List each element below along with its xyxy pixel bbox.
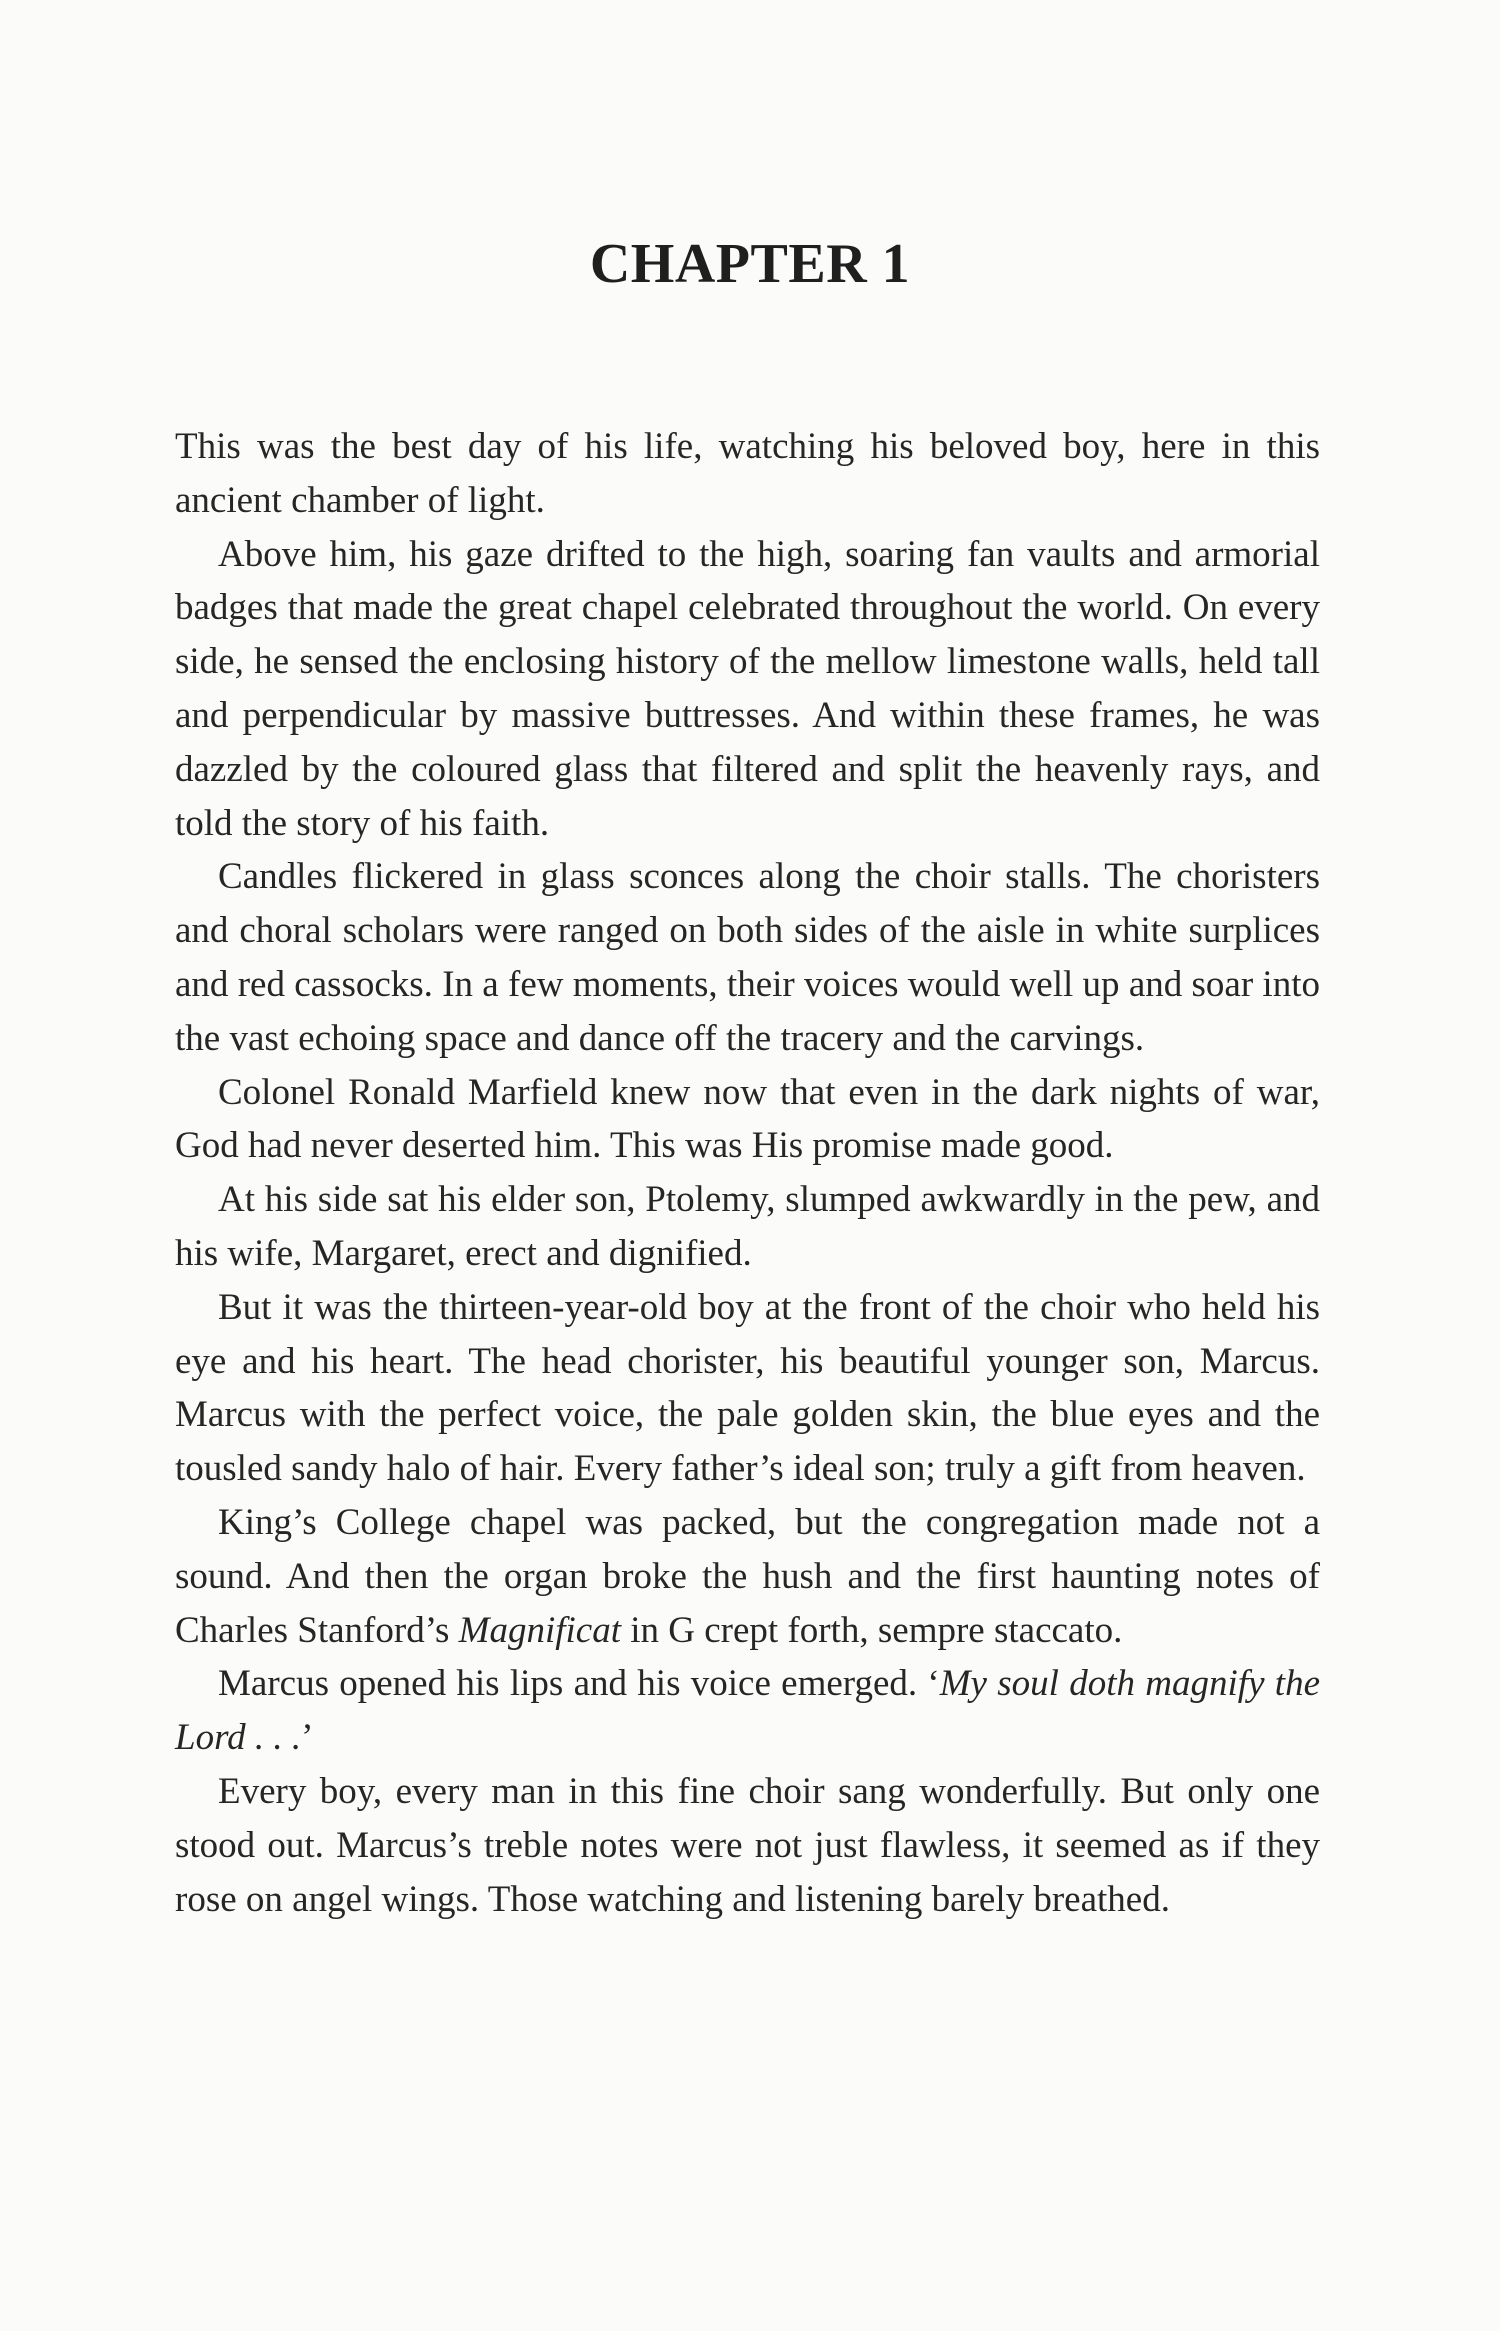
paragraph-text: King’s College chapel was packed, but the congregation made not a sound. And then the organ broke the hush and the first haunting notes of	[175, 1501, 1320, 1597]
sung-lyric: My soul doth magnify the Lord . . .	[175, 1663, 1320, 1759]
paragraph: This was the best day of his life, watching his beloved boy, here in this ancient chamber of light.	[175, 426, 1320, 521]
paragraph: Every boy, every man in this fine choir sang wonderfully. But only one stood out. Marcus’s treble notes were not just flawless, it seemed as if they rose on angel wings. Those watching and listening barely breathed.	[175, 1770, 1320, 1920]
chapter-title: CHAPTER 1	[589, 233, 911, 295]
paragraph: At his side sat his elder son, Ptolemy, slumped awkwardly in the pew, and his wife, Margaret, erect and dignified.	[175, 1179, 1320, 1274]
paragraph: Colonel Ronald Marfield knew now that even in the dark nights of war, God had never deserted him. This was His promise made good.	[175, 1071, 1320, 1167]
paragraph: Candles flickered in glass sconces along the choir stalls. The choristers and choral scholars were ranged on both sides of the aisle in white surplices and red cassocks. In a few moments, their voices would well up and soar into the vast echoing space and dance off the tracery and the carvings.	[175, 856, 1320, 1059]
paragraph	[175, 1657, 1320, 1765]
paragraph-text: Charles Stanford’s	[175, 1609, 459, 1651]
work-title: Magnificat	[458, 1609, 621, 1651]
paragraph: Above him, his gaze drifted to the high, soaring fan vaults and armorial badges that made the great chapel celebrated throughout the world. On every side, he sensed the enclosing history of the mellow limestone walls, held tall and perpendicular by massive buttresses. And within these frames, he was dazzled by the coloured glass that filtered and split the heavenly rays, and told the story of his faith.	[175, 533, 1320, 844]
paragraph-text: Marcus opened his lips and his voice emerged. ‘	[218, 1663, 940, 1705]
paragraph: But it was the thirteen-year-old boy at the front of the choir who held his eye and his heart. The head chorister, his beautiful younger son, Marcus. Marcus with the perfect voice, the pale golden skin, the blue eyes and the tousled sandy halo of hair. Every father’s ideal son; truly a gift from heaven.	[175, 1286, 1320, 1490]
chapter-body	[175, 420, 1320, 1926]
paragraph	[175, 1496, 1320, 1657]
paragraph-text: ’	[301, 1717, 314, 1759]
paragraph-text: in G crept forth, sempre staccato.	[621, 1609, 1123, 1651]
